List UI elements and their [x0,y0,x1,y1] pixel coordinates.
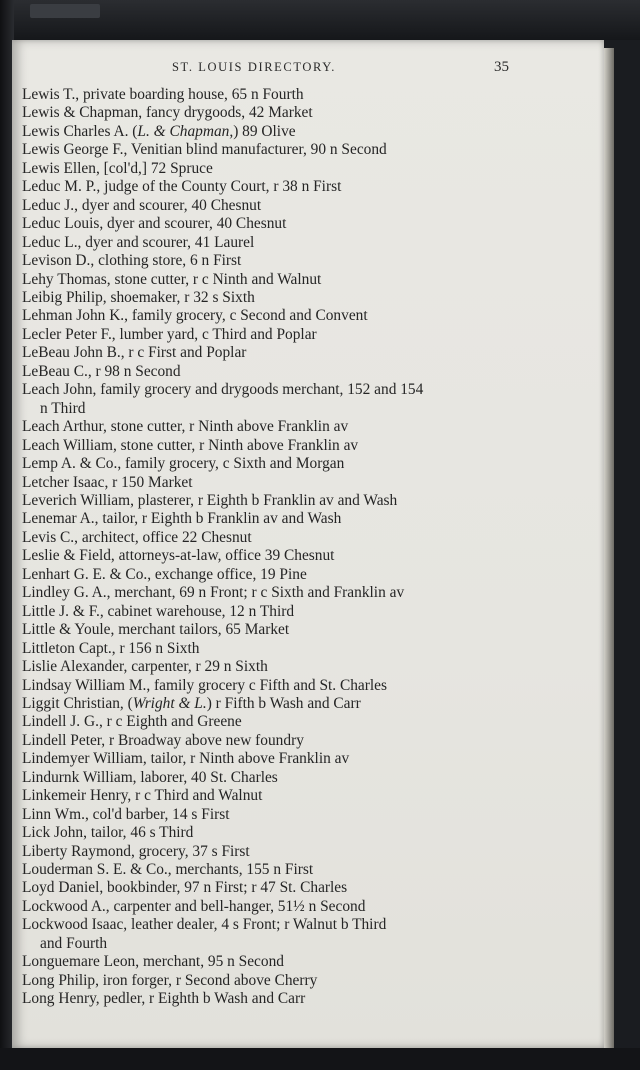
directory-entry: Littleton Capt., r 156 n Sixth [22,639,200,657]
directory-entry: Lindemyer William, tailor, r Ninth above Franklin av [22,750,350,768]
directory-entry: Leach Arthur, stone cutter, r Ninth above Franklin av [22,418,349,436]
page-header [12,60,604,80]
directory-entry: Lockwood Isaac, leather dealer, 4 s Front; r Walnut b Third and Fourth [22,916,387,952]
directory-entry: Little & Youle, merchant tailors, 65 Market [22,621,290,639]
directory-entry: Liggit Christian, (Wright & L.) r Fifth b Wash and Carr [22,694,361,712]
directory-page [12,40,604,1048]
directory-entry: Lehman John K., family grocery, c Second and Convent [22,307,368,325]
directory-entry: Lewis & Chapman, fancy drygoods, 42 Market [22,104,313,122]
directory-entry: Lick John, tailor, 46 s Third [22,824,194,842]
directory-entry: Lemp A. & Co., family grocery, c Sixth and Morgan [22,455,345,473]
directory-entry: Lenemar A., tailor, r Eighth b Franklin av and Wash [22,510,342,528]
directory-entry: Leverich William, plasterer, r Eighth b Franklin av and Wash [22,491,398,509]
directory-entry: LeBeau John B., r c First and Poplar [22,344,247,362]
directory-entry: Lindurnk William, laborer, 40 St. Charles [22,768,278,786]
directory-entry: Long Henry, pedler, r Eighth b Wash and Carr [22,990,306,1008]
directory-entry: Levison D., clothing store, 6 n First [22,252,242,270]
directory-entry: Leslie & Field, attorneys-at-law, office 39 Chesnut [22,547,335,565]
directory-entry: LeBeau C., r 98 n Second [22,362,181,380]
directory-entry: Leduc J., dyer and scourer, 40 Chesnut [22,196,262,214]
directory-entry: Letcher Isaac, r 150 Market [22,473,193,491]
directory-entry: Levis C., architect, office 22 Chesnut [22,528,252,546]
directory-entry: Long Philip, iron forger, r Second above Cherry [22,971,318,989]
directory-entry: Leach John, family grocery and drygoods merchant, 152 and 154 n Third [22,381,424,417]
directory-entry: Lewis Charles A. (L. & Chapman,) 89 Olive [22,122,296,140]
directory-entry: Linkemeir Henry, r c Third and Walnut [22,787,263,805]
directory-entry: Leduc L., dyer and scourer, 41 Laurel [22,233,255,251]
book-binding-bottom [0,1048,640,1070]
directory-entry: Lindell Peter, r Broadway above new foundry [22,731,304,749]
directory-entry: Leduc M. P., judge of the County Court, r 38 n First [22,178,342,196]
directory-entry: Lenhart G. E. & Co., exchange office, 19 Pine [22,565,307,583]
directory-entry: Leduc Louis, dyer and scourer, 40 Chesnut [22,215,287,233]
directory-entry: Louderman S. E. & Co., merchants, 155 n First [22,861,314,879]
directory-entry: Leibig Philip, shoemaker, r 32 s Sixth [22,288,255,306]
directory-entry: Lislie Alexander, carpenter, r 29 n Sixth [22,658,268,676]
directory-entries [22,86,512,1009]
page-number: 35 [494,59,509,75]
directory-entry: Little J. & F., cabinet warehouse, 12 n Third [22,602,295,620]
directory-entry: Lindell J. G., r c Eighth and Greene [22,713,242,731]
directory-entry: Linn Wm., col'd barber, 14 s First [22,805,230,823]
running-head: ST. LOUIS DIRECTORY. [172,60,336,74]
directory-entry: Longuemare Leon, merchant, 95 n Second [22,953,284,971]
directory-entry: Loyd Daniel, bookbinder, 97 n First; r 47 St. Charles [22,879,348,897]
directory-entry: Lindsay William M., family grocery c Fifth and St. Charles [22,676,387,694]
book-binding-top [0,0,640,40]
directory-entry: Lecler Peter F., lumber yard, c Third and Poplar [22,325,317,343]
directory-entry: Leach William, stone cutter, r Ninth above Franklin av [22,436,359,454]
directory-entry: Lockwood A., carpenter and bell-hanger, 51½ n Second [22,897,366,915]
directory-entry: Lehy Thomas, stone cutter, r c Ninth and Walnut [22,270,322,288]
directory-entry: Lewis George F., Venitian blind manufacturer, 90 n Second [22,141,387,159]
directory-entry: Liberty Raymond, grocery, 37 s First [22,842,250,860]
directory-entry: Lindley G. A., merchant, 69 n Front; r c Sixth and Franklin av [22,584,405,602]
binding-tab [30,4,100,18]
directory-entry: Lewis T., private boarding house, 65 n Fourth [22,86,304,103]
directory-entry: Lewis Ellen, [col'd,] 72 Spruce [22,159,213,177]
